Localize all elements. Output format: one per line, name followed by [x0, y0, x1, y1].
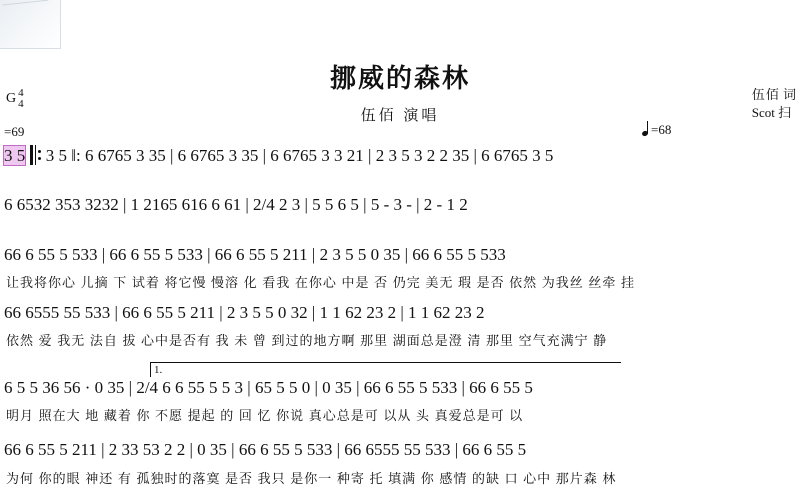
repeat-start-barline: [30, 145, 42, 165]
credit-arranger-role: 扫: [778, 105, 792, 120]
volta-label: 1.: [154, 364, 163, 376]
time-signature-numerator: 4: [18, 87, 24, 99]
credit-composer-cn: 伍佰: [751, 87, 780, 102]
credit-composer-role: 词: [782, 87, 796, 102]
lyrics-row-5: [0, 405, 800, 424]
page-title: 挪威的森林: [329, 63, 470, 93]
volta-bracket-1: [150, 362, 621, 377]
stave-3-notes: 66 6 55 5 533 | 66 6 55 5 533 | 66 6 55 5 211 | 2 3 5 5 0 35 | 66 6 55 5 533: [4, 245, 506, 264]
stave-2-notes: 6 6532 353 3232 | 1 2165 616 6 61 | 2/4 2 3 | 5 5 6 5 | 5 - 3 - | 2 - 1 2: [4, 195, 468, 214]
stave-row-6: [0, 440, 800, 460]
lyrics-row-6: [0, 468, 800, 487]
lyrics-row-4: [0, 330, 800, 349]
selected-notes[interactable]: 3 5: [4, 146, 26, 165]
stave-6-lyrics: 为何 你的眼 神还 有 孤独时的落寞 是否 我只 是你一 种寄 托 填满 你 感情 的缺 口 心中 那片森 林: [6, 471, 617, 486]
stave-3-lyrics: 让我将你心 儿摘 下 试着 将它慢 慢溶 化 看我 在你心 中是 否 仍完 美无 瑕 是否 依然 为我丝 丝牵 挂: [6, 275, 636, 290]
tempo-right-value: =68: [651, 122, 672, 137]
stave-4-lyrics: 依然 爱 我无 法自 拔 心中是否有 我 未 曾 到过的地方啊 那里 湖面总是澄 清 那里 空气充满宁 静: [6, 333, 608, 348]
credit-arranger-cn: Scot: [751, 105, 775, 120]
time-signature: [18, 88, 24, 110]
time-signature-denominator: 4: [18, 98, 24, 110]
page-corner-fold: [0, 0, 61, 49]
tempo-left-value: =69: [4, 124, 25, 139]
stave-row-5: [0, 378, 800, 398]
stave-row-2: [0, 195, 800, 215]
key-letter: G: [6, 91, 17, 107]
stave-1-notes: 3 5 ‖: 6 6765 3 35 | 6 6765 3 35 | 6 6765 3 3 21 | 2 3 5 3 2 2 35 | 6 6765 3 5: [45, 146, 554, 165]
tempo-marking-right: [642, 122, 671, 138]
stave-row-4: [0, 303, 800, 323]
key-signature: [6, 88, 24, 110]
stave-4-notes: 66 6555 55 533 | 66 6 55 5 211 | 2 3 5 5 0 32 | 1 1 62 23 2 | 1 1 62 23 2: [4, 303, 485, 322]
credits-block: [752, 86, 796, 122]
stave-6-notes: 66 6 55 5 211 | 2 33 53 2 2 | 0 35 | 66 6 55 5 533 | 66 6555 55 533 | 66 6 55 5: [4, 440, 527, 459]
lyrics-row-3: [0, 272, 800, 291]
stave-row-3: [0, 245, 800, 265]
stave-5-lyrics: 明月 照在大 地 藏着 你 不愿 提起 的 回 忆 你说 真心总是可 以从 头 真爱总是可 以: [6, 408, 524, 423]
stave-row-1: [0, 145, 800, 166]
tempo-marking-left: [4, 124, 24, 140]
quarter-note-icon: [642, 122, 651, 136]
stave-5-notes: 6 5 5 36 56 · 0 35 | 2/4 6 6 55 5 5 3 | 65 5 5 0 | 0 35 | 66 6 55 5 533 | 66 6 55 5: [4, 378, 533, 397]
page-subtitle: 伍佰 演唱: [360, 108, 440, 124]
